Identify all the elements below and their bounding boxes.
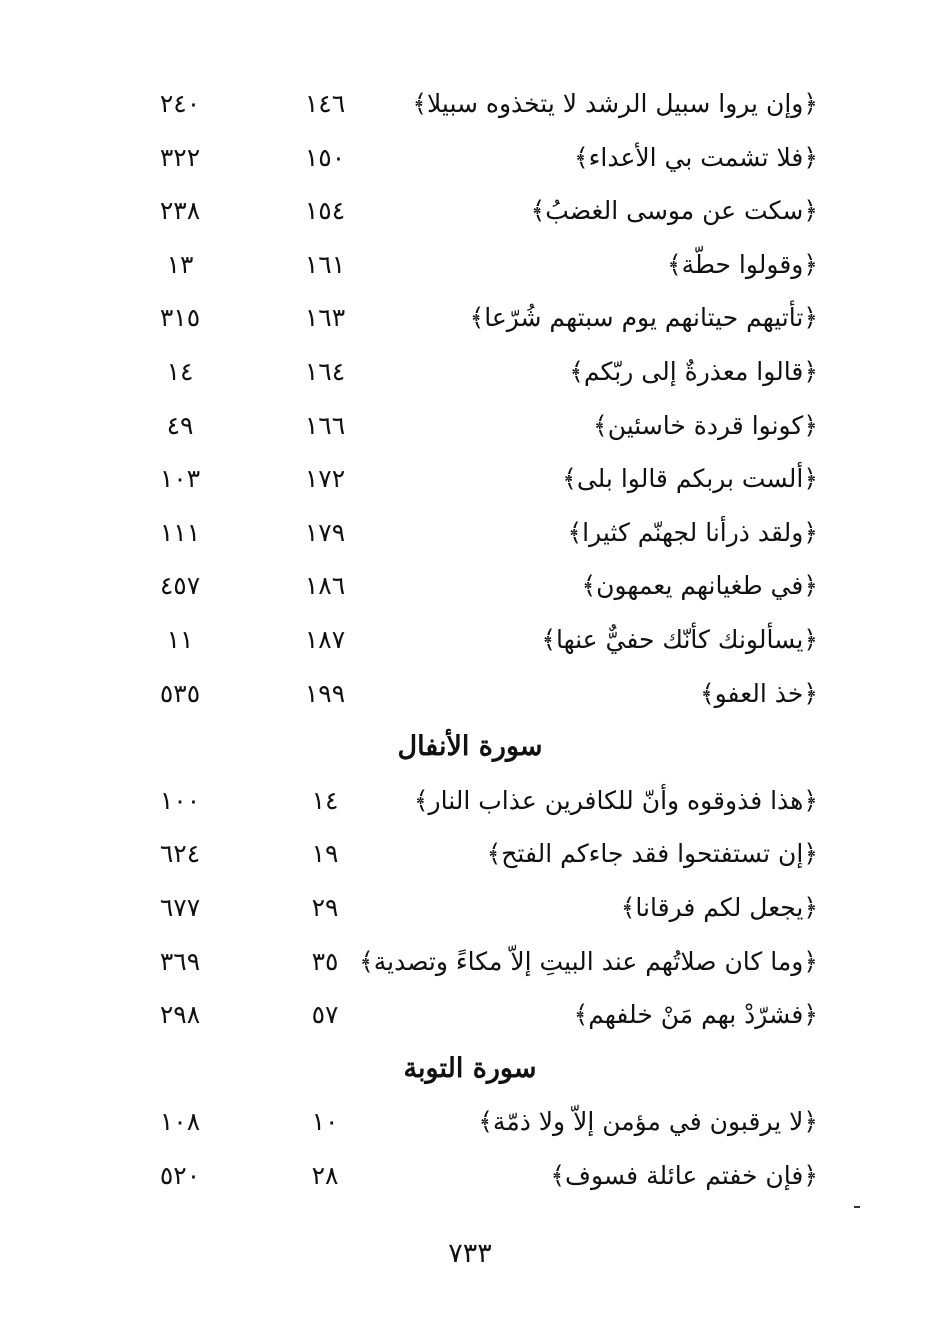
- verse-text: ﴿لا يرقبون في مؤمن إلاّ ولا ذمّة﴾: [478, 1107, 818, 1137]
- page-number: ٧٣٣: [448, 1238, 492, 1269]
- ayah-number: ١٥٠: [304, 142, 346, 172]
- index-row: [0, 989, 944, 1043]
- verse-text: ﴿خذ العفو﴾: [699, 678, 818, 708]
- ayah-number: ٢٩: [311, 892, 339, 922]
- surah-title: سورة التوبة: [403, 1052, 537, 1084]
- page-reference: ١٠٨: [159, 1107, 201, 1137]
- index-row: [0, 775, 944, 829]
- verse-text: ﴿فشرّدْ بهم مَنْ خلفهم﴾: [573, 1000, 818, 1030]
- ayah-number: ١٠: [311, 1107, 339, 1137]
- verse-index-list: [0, 78, 944, 1203]
- verse-text: ﴿تأتيهم حيتانهم يوم سبتهم شُرّعا﴾: [469, 303, 818, 333]
- page-reference: ٢٤٠: [159, 89, 201, 118]
- page-reference: ١٠٠: [159, 785, 201, 815]
- ayah-number: ١٧٢: [304, 464, 346, 494]
- index-row: [0, 132, 944, 186]
- page-reference: ٣٢٢: [159, 142, 201, 172]
- page-reference: ٢٩٨: [159, 1000, 201, 1030]
- verse-text: ﴿إن تستفتحوا فقد جاءكم الفتح﴾: [486, 839, 818, 869]
- index-row: [0, 507, 944, 561]
- index-row: [0, 882, 944, 936]
- verse-text: ﴿وما كان صلاتُهم عند البيتِ إلاّ مكاءً وتصدية﴾: [359, 946, 818, 976]
- page-reference: ٦٧٧: [159, 892, 201, 922]
- ayah-number: ١٦٦: [304, 410, 346, 440]
- index-row: [0, 292, 944, 346]
- verse-text: ﴿قالوا معذرةٌ إلى ربّكم﴾: [569, 356, 818, 386]
- page-reference: ٥٢٠: [159, 1160, 201, 1190]
- index-row: [0, 1150, 944, 1204]
- index-row: [0, 239, 944, 293]
- ayah-number: ١٤٦: [304, 89, 346, 118]
- ayah-number: ٣٥: [311, 946, 339, 976]
- page-reference: ٣١٥: [159, 303, 201, 333]
- verse-text: ﴿وإن يروا سبيل الرشد لا يتخذوه سبيلا﴾: [412, 89, 818, 118]
- verse-text: ﴿ولقد ذرأنا لجهنّم كثيرا﴾: [567, 517, 818, 547]
- page-reference: ٥٣٥: [159, 678, 201, 708]
- index-row: [0, 400, 944, 454]
- verse-text: ﴿سكت عن موسى الغضبُ﴾: [530, 196, 818, 226]
- surah-heading: [0, 1043, 944, 1097]
- margin-mark: [854, 1206, 860, 1208]
- index-row: [0, 453, 944, 507]
- page-reference: ٣٦٩: [159, 946, 201, 976]
- ayah-number: ١٨٦: [304, 571, 346, 601]
- verse-text: ﴿فإن خفتم عائلة فسوف﴾: [550, 1160, 818, 1190]
- ayah-number: ٢٨: [311, 1160, 339, 1190]
- verse-text: ﴿هذا فذوقوه وأنّ للكافرين عذاب النار﴾: [413, 785, 818, 815]
- verse-text: ﴿فلا تشمت بي الأعداء﴾: [573, 142, 818, 172]
- page-reference: ٦٢٤: [159, 839, 201, 869]
- page-reference: ١٣: [166, 249, 194, 279]
- surah-title: سورة الأنفال: [397, 731, 543, 763]
- page-reference: ٤٥٧: [159, 571, 201, 601]
- page-reference: ٤٩: [166, 410, 194, 440]
- verse-text: ﴿في طغيانهم يعمهون﴾: [581, 571, 818, 601]
- ayah-number: ٥٧: [311, 1000, 339, 1030]
- ayah-number: ١٦١: [304, 249, 346, 279]
- index-row: [0, 614, 944, 668]
- verse-text: ﴿يسألونك كأنّك حفيٌّ عنها﴾: [541, 624, 818, 654]
- ayah-number: ١٦٤: [304, 356, 346, 386]
- verse-text: ﴿ألست بربكم قالوا بلى﴾: [562, 464, 818, 494]
- ayah-number: ١٦٣: [304, 303, 346, 333]
- verse-text: ﴿كونوا قردة خاسئين﴾: [593, 410, 818, 440]
- index-row: [0, 560, 944, 614]
- index-row: [0, 936, 944, 990]
- page-reference: ٢٣٨: [159, 196, 201, 226]
- page-reference: ١٠٣: [159, 464, 201, 494]
- page-reference: ١١: [166, 624, 194, 654]
- index-row: [0, 185, 944, 239]
- page-reference: ١١١: [159, 517, 201, 547]
- ayah-number: ١٤: [311, 785, 339, 815]
- ayah-number: ١٩٩: [304, 678, 346, 708]
- verse-text: ﴿وقولوا حطّة﴾: [666, 249, 818, 279]
- verse-text: ﴿يجعل لكم فرقانا﴾: [620, 892, 818, 922]
- index-row: [0, 828, 944, 882]
- surah-heading: [0, 721, 944, 775]
- index-row: [0, 346, 944, 400]
- page-reference: ١٤: [166, 356, 194, 386]
- ayah-number: ١٩: [311, 839, 339, 869]
- index-row: [0, 668, 944, 722]
- ayah-number: ١٨٧: [304, 624, 346, 654]
- ayah-number: ١٧٩: [304, 517, 346, 547]
- index-row: [0, 1096, 944, 1150]
- ayah-number: ١٥٤: [304, 196, 346, 226]
- index-row: [0, 78, 944, 132]
